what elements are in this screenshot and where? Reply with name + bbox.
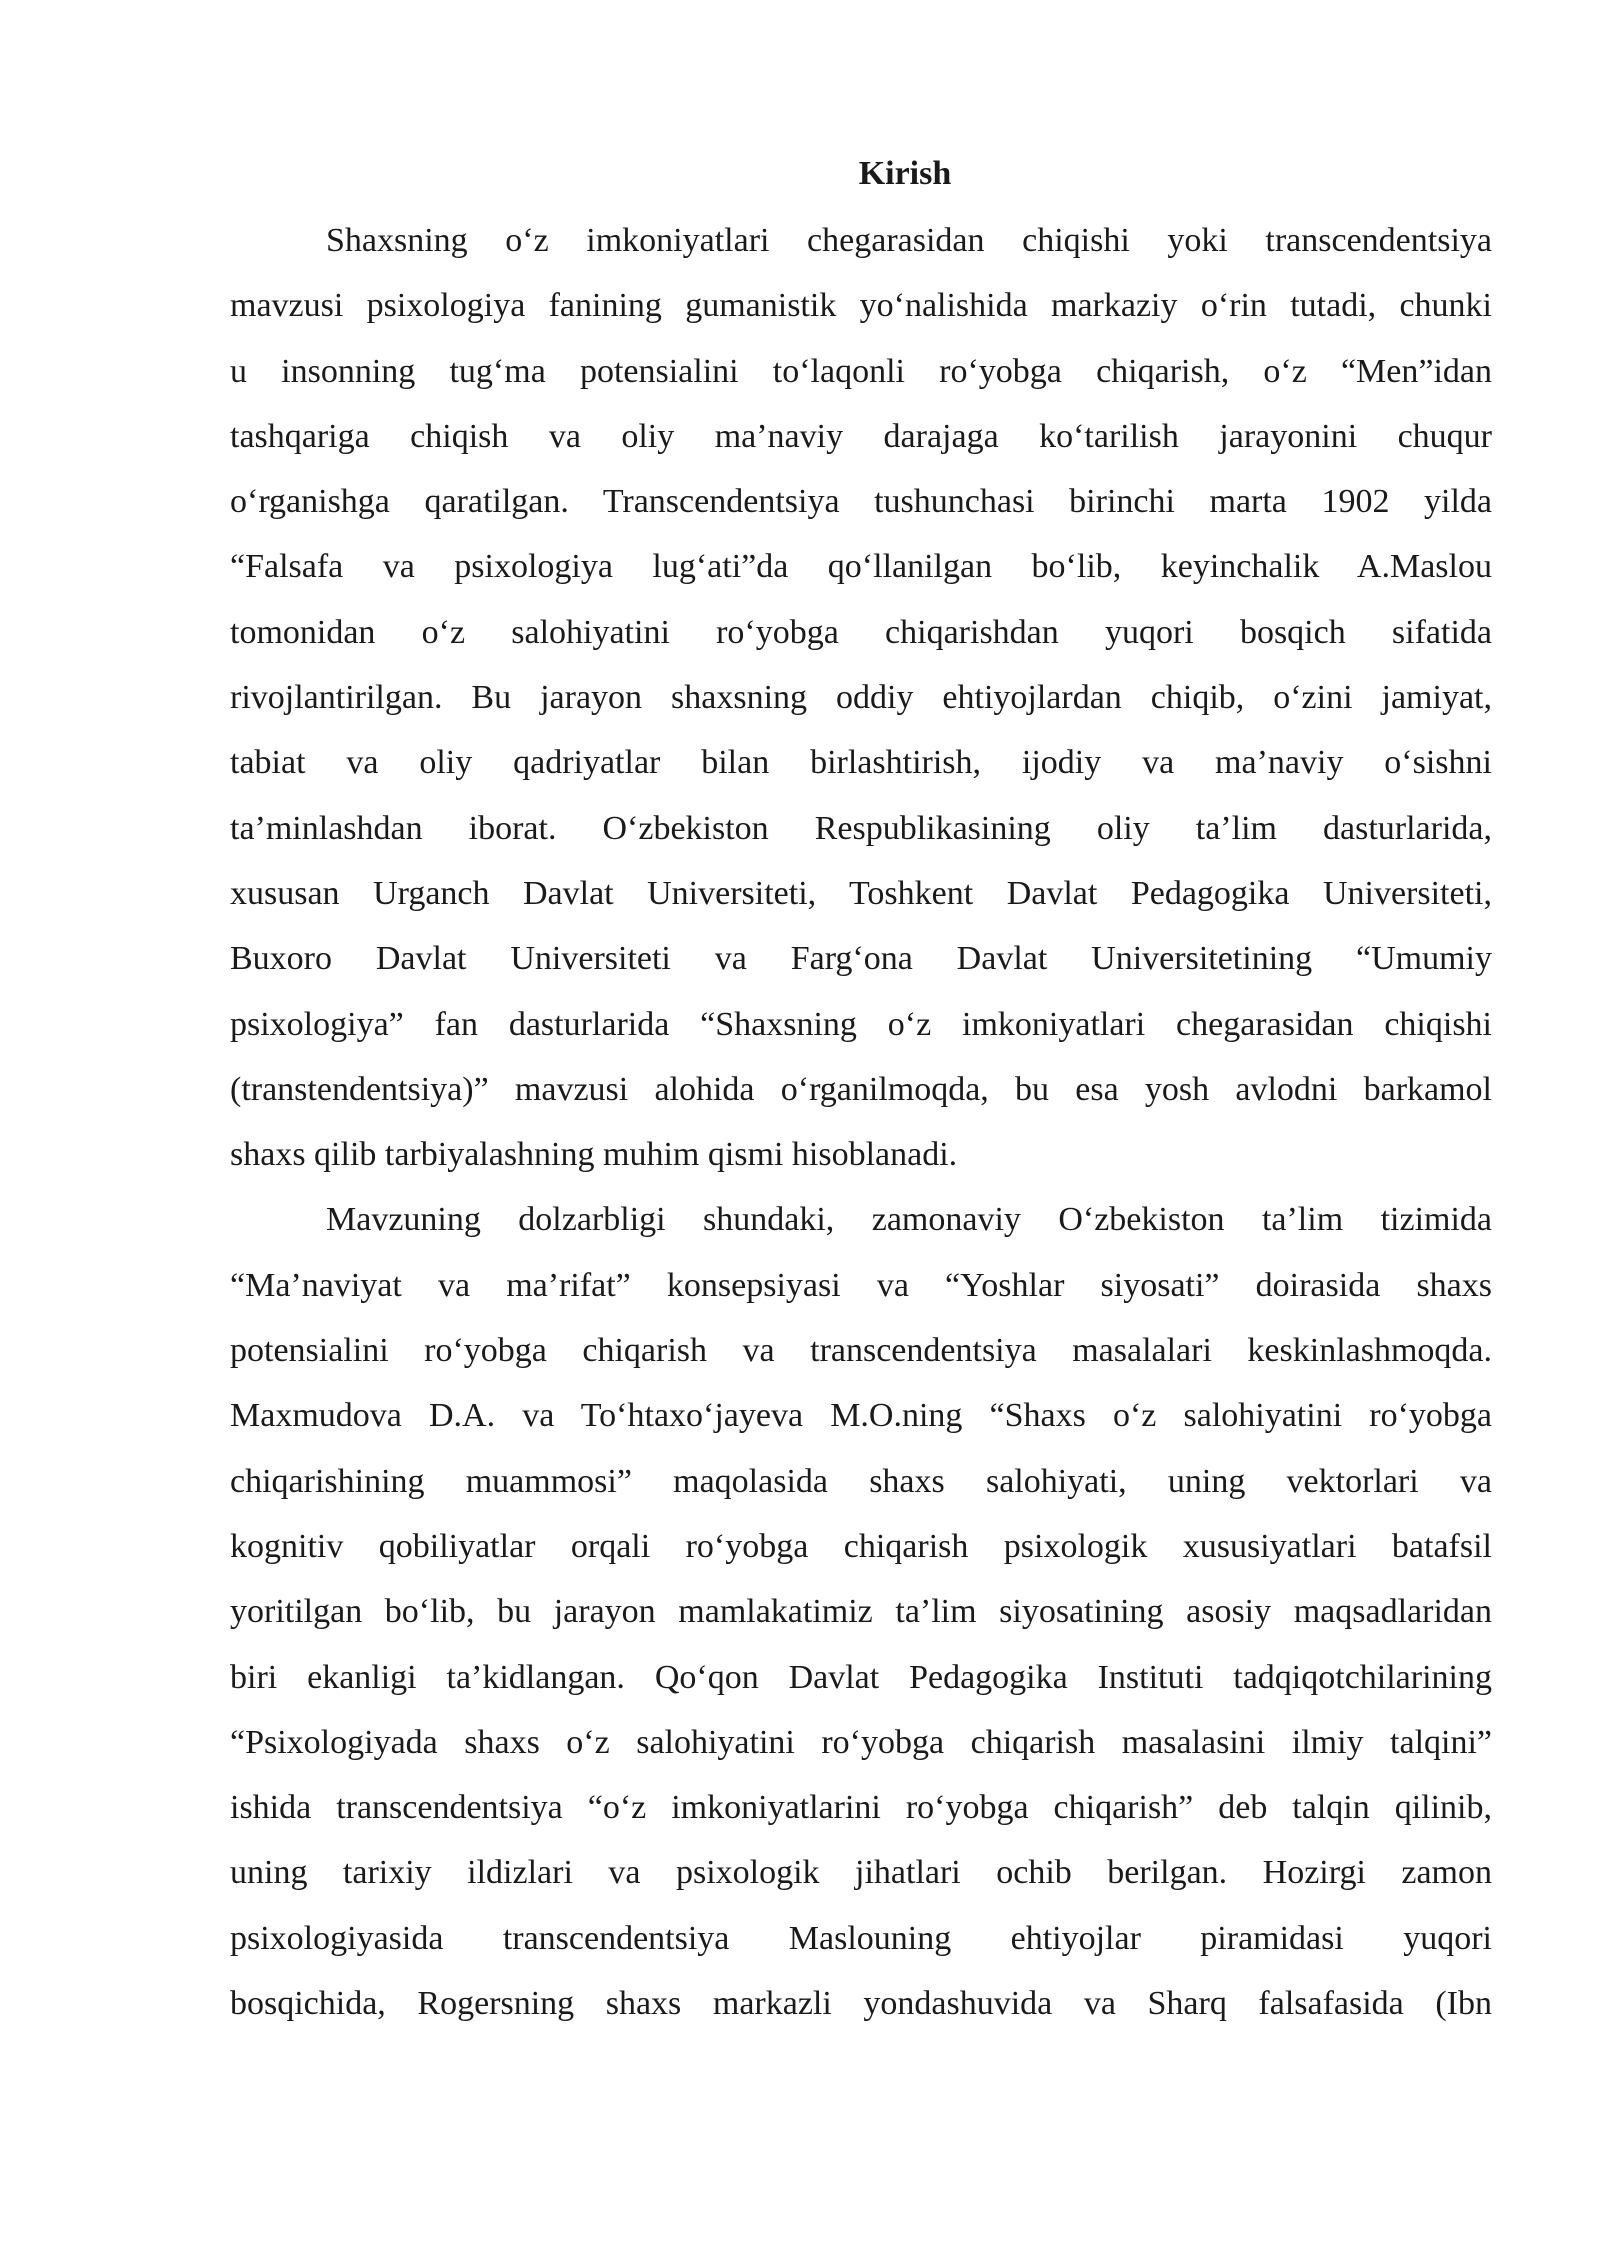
paragraph-2 <box>230 1196 1492 2045</box>
paragraph-1 <box>230 217 1492 1196</box>
paragraph-line: psixologiya” fan dasturlarida “Shaxsning o‘z imkoniyatlari chegarasidan chiqishi <box>230 1005 1492 1043</box>
paragraph-line: (transtendentsiya)” mavzusi alohida o‘rganilmoqda, bu esa yosh avlodni barkamol <box>230 1070 1492 1108</box>
paragraph-line: mavzusi psixologiya fanining gumanistik yo‘nalishida markaziy o‘rin tutadi, chunki <box>230 287 1492 325</box>
section-heading: Kirish <box>858 155 952 192</box>
paragraph-line: ta’minlashdan iborat. O‘zbekiston Respublikasining oliy ta’lim dasturlarida, <box>230 809 1492 847</box>
paragraph-line: uning tarixiy ildizlari va psixologik jihatlari ochib berilgan. Hozirgi zamon <box>230 1854 1492 1892</box>
paragraph-line: yoritilgan bo‘lib, bu jarayon mamlakatimiz ta’lim siyosatining asosiy maqsadlaridan <box>230 1593 1492 1631</box>
paragraph-line: biri ekanligi ta’kidlangan. Qo‘qon Davlat Pedagogika Instituti tadqiqotchilarining <box>230 1658 1492 1696</box>
paragraph-line: tomonidan o‘z salohiyatini ro‘yobga chiqarishdan yuqori bosqich sifatida <box>230 613 1492 651</box>
paragraph-line: “Falsafa va psixologiya lug‘ati”da qo‘llanilgan bo‘lib, keyinchalik A.Maslou <box>230 548 1492 586</box>
paragraph-line: xususan Urganch Davlat Universiteti, Toshkent Davlat Pedagogika Universiteti, <box>230 874 1492 912</box>
paragraph-line: tashqariga chiqish va oliy ma’naviy darajaga ko‘tarilish jarayonini chuqur <box>230 417 1492 455</box>
paragraph-line: Mavzuning dolzarbligi shundaki, zamonaviy O‘zbekiston ta’lim tizimida <box>326 1201 1492 1239</box>
body-text <box>230 217 1492 2045</box>
paragraph-line: Maxmudova D.A. va To‘htaxo‘jayeva M.O.ning “Shaxs o‘z salohiyatini ro‘yobga <box>230 1397 1492 1435</box>
paragraph-line: kognitiv qobiliyatlar orqali ro‘yobga chiqarish psixologik xususiyatlari batafsil <box>230 1527 1492 1565</box>
paragraph-line: Buxoro Davlat Universiteti va Farg‘ona Davlat Universitetining “Umumiy <box>230 940 1492 978</box>
paragraph-line: chiqarishining muammosi” maqolasida shaxs salohiyati, uning vektorlari va <box>230 1462 1492 1500</box>
paragraph-line: psixologiyasida transcendentsiya Maslouning ehtiyojlar piramidasi yuqori <box>230 1919 1492 1957</box>
paragraph-line: shaxs qilib tarbiyalashning muhim qismi hisoblanadi. <box>230 1136 958 1174</box>
paragraph-line: Shaxsning o‘z imkoniyatlari chegarasidan chiqishi yoki transcendentsiya <box>326 222 1492 259</box>
paragraph-line: potensialini ro‘yobga chiqarish va transcendentsiya masalalari keskinlashmoqda. <box>230 1332 1492 1370</box>
paragraph-line: rivojlantirilgan. Bu jarayon shaxsning oddiy ehtiyojlardan chiqib, o‘zini jamiyat, <box>230 679 1492 717</box>
paragraph-line: u insonning tug‘ma potensialini to‘laqonli ro‘yobga chiqarish, o‘z “Men”idan <box>230 352 1492 390</box>
paragraph-line: “Ma’naviyat va ma’rifat” konsepsiyasi va “Yoshlar siyosati” doirasida shaxs <box>230 1266 1492 1304</box>
paragraph-line: tabiat va oliy qadriyatlar bilan birlashtirish, ijodiy va ma’naviy o‘sishni <box>230 744 1492 782</box>
paragraph-line: ishida transcendentsiya “o‘z imkoniyatlarini ro‘yobga chiqarish” deb talqin qilinib, <box>230 1789 1492 1827</box>
paragraph-line: bosqichida, Rogersning shaxs markazli yondashuvida va Sharq falsafasida (Ibn <box>230 1985 1492 2023</box>
paragraph-line: o‘rganishga qaratilgan. Transcendentsiya tushunchasi birinchi marta 1902 yilda <box>230 483 1492 521</box>
paragraph-line: “Psixologiyada shaxs o‘z salohiyatini ro‘yobga chiqarish masalasini ilmiy talqini” <box>230 1723 1492 1761</box>
